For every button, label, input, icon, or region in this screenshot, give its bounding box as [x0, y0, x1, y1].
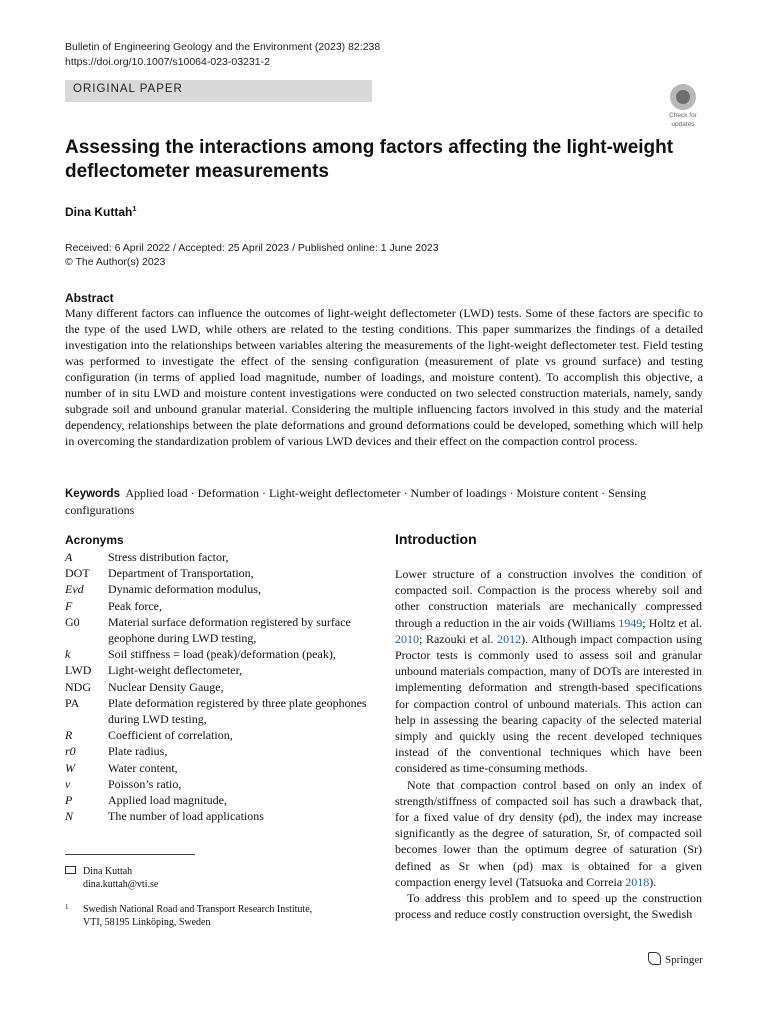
- acronym-term: PA: [65, 695, 80, 710]
- acronym-definition: Water content,: [108, 760, 178, 775]
- acronym-term: G0: [65, 614, 80, 629]
- acronym-term: LWD: [65, 663, 92, 678]
- acronym-row: [65, 760, 385, 776]
- acronym-row: [65, 598, 385, 614]
- acronym-row: [65, 695, 385, 727]
- corresponding-author-name: Dina Kuttah: [83, 866, 133, 877]
- citation-link[interactable]: 2010: [395, 631, 419, 646]
- acronym-definition: Peak force,: [108, 598, 162, 613]
- abstract-heading: Abstract: [65, 291, 114, 305]
- article-type-label: ORIGINAL PAPER: [73, 83, 183, 95]
- acronym-term: DOT: [65, 566, 90, 581]
- acronym-definition: Stress distribution factor,: [108, 550, 229, 564]
- check-updates-label-1: Check for: [669, 112, 697, 119]
- acronym-row: [65, 679, 385, 695]
- intro-text-run: Note that compaction control based on only an index of strength/stiffness of compacted soil has such a drawback that, for a fixed value of dry density (ρd), the index may increase significantly as the degree of saturation, Sr, of compacted soil becomes lower than the optimum degree of saturation (Sr) defined as Sr when (ρd) max is obtained for a given compaction energy level (Tatsuoka and Correia: [395, 777, 702, 889]
- introduction-heading: Introduction: [395, 531, 477, 547]
- acronym-term: W: [65, 760, 75, 775]
- citation-link[interactable]: 1949: [618, 615, 643, 630]
- acronym-row: [65, 662, 385, 678]
- acronym-term: R: [65, 728, 73, 743]
- acronym-term: A: [65, 550, 73, 564]
- affiliation-line: VTI, 58195 Linköping, Sweden: [83, 917, 211, 928]
- acronym-row: [65, 614, 385, 646]
- acronym-definition: Nuclear Density Gauge,: [108, 679, 224, 694]
- author-line: [65, 204, 137, 219]
- acronym-definition: Plate radius,: [108, 744, 168, 759]
- acronym-row: [65, 743, 385, 759]
- acronym-definition: The number of load applications: [108, 809, 264, 824]
- check-updates-label-2: updates: [671, 121, 695, 128]
- acronym-row: [65, 646, 385, 662]
- check-for-updates-badge[interactable]: [663, 84, 703, 128]
- acronyms-heading: Acronyms: [65, 533, 124, 547]
- article-type-band: [65, 80, 372, 102]
- intro-text-run: ).: [649, 874, 657, 889]
- publication-dates: [65, 241, 439, 269]
- keywords-label: Keywords: [65, 488, 120, 500]
- acronym-term: N: [65, 809, 74, 824]
- acronym-definition: Coefficient of correlation,: [108, 728, 233, 743]
- acronym-definition: Light-weight deflectometer,: [108, 663, 243, 678]
- acronym-row: [65, 792, 385, 808]
- introduction-text: [395, 566, 702, 922]
- footnote-divider: [65, 854, 195, 855]
- acronym-term: F: [65, 598, 73, 613]
- acronym-row: [65, 549, 385, 565]
- intro-text-run: ). Although impact compaction using Proctor tests is commonly used to assess soil and granular unbound materials compaction, many of DOTs are interested in implementing deformation and strength-based specifications for compaction control of unbound materials. This action can help in assessing the bearing capacity of the selected material simply and quickly using the recent developed techniques instead of the conventional techniques which have been considered as time-consuming methods.: [395, 631, 702, 776]
- citation-link[interactable]: 2012: [497, 631, 522, 646]
- intro-paragraph-3: To address this problem and to speed up the construction process and reduce costly construction oversight, the Swedish: [395, 891, 702, 922]
- affiliation: [65, 903, 312, 929]
- author-name[interactable]: Dina Kuttah: [65, 205, 133, 219]
- intro-text-run: ; Holtz et al.: [642, 615, 702, 630]
- acronym-row: [65, 776, 385, 792]
- citation-link[interactable]: 2018: [625, 874, 650, 889]
- publisher-logo: [648, 952, 703, 966]
- keywords: [65, 485, 703, 518]
- check-updates-icon: [670, 84, 696, 110]
- springer-horse-icon: [648, 952, 661, 965]
- intro-paragraph-1: [395, 566, 702, 777]
- doi-link[interactable]: https://doi.org/10.1007/s10064-023-03231-2: [65, 56, 270, 68]
- acronym-definition: Dynamic deformation modulus,: [108, 582, 261, 597]
- publisher-name: Springer: [665, 954, 703, 966]
- acronym-row: [65, 808, 385, 824]
- acronym-definition: Soil stiffness = load (peak)/deformation (peak),: [108, 647, 336, 662]
- acronym-term: k: [65, 647, 71, 662]
- acronym-term: NDG: [65, 679, 91, 694]
- acronym-definition: Department of Transportation,: [108, 566, 254, 581]
- envelope-icon: [65, 866, 76, 874]
- acronym-row: [65, 727, 385, 743]
- keywords-list: Applied load · Deformation · Light-weight deflectometer · Number of loadings · Moisture content · Sensing configurations: [65, 486, 647, 517]
- acronym-definition: Plate deformation registered by three plate geophones during LWD testing,: [108, 695, 367, 727]
- intro-text-run: ; Razouki et al.: [419, 631, 498, 646]
- acronym-term: r0: [65, 744, 76, 759]
- acronym-row: [65, 581, 385, 597]
- acronym-definition: Poisson’s ratio,: [108, 776, 182, 791]
- acronym-term: P: [65, 793, 73, 808]
- author-affiliation-marker: 1: [132, 204, 137, 213]
- corresponding-author: [65, 865, 158, 891]
- history-dates: Received: 6 April 2022 / Accepted: 25 April 2023 / Published online: 1 June 2023: [65, 242, 439, 254]
- affiliation-line: Swedish National Road and Transport Research Institute,: [83, 904, 313, 915]
- abstract-text: Many different factors can influence the outcomes of light-weight deflectometer (LWD) tests. Some of these factors are specific to the type of the used LWD, while others are related to the testing conditions. This paper summarizes the findings of a detailed investigation into the relationships between variables altering the measurements of the light-weight deflectometer test. Field testing was performed to investigate the effect of the sensing configuration (measurement of plate vs ground surface) and testing configuration (in terms of applied load magnitude, number of loadings, and moisture content). To accomplish this objective, a number of in situ LWD and moisture content investigations were conducted on two selected construction materials, namely, sandy subgrade soil and unbound granular material. Considering the multiple influencing factors involved in this study and the material dependency, relationships between the plate deformations and ground deformations could be developed, something which will help in overcoming the standardization problem of various LWD devices and their effect on the compaction control process.: [65, 306, 703, 448]
- affiliation-number: 1: [65, 903, 69, 911]
- intro-paragraph-2: [395, 777, 702, 890]
- intro-text-run: Lower structure of a construction involves the condition of compacted soil. Compaction is the process whereby soil and other construction materials are mechanically compressed through a reduction in the air voids (Williams: [395, 567, 702, 630]
- acronym-definition: Material surface deformation registered by surface geophone during LWD testing,: [108, 614, 351, 646]
- acronym-row: [65, 565, 385, 581]
- journal-citation: Bulletin of Engineering Geology and the Environment (2023) 82:238: [65, 41, 381, 53]
- journal-header: [65, 40, 380, 70]
- acronym-term: ν: [65, 776, 71, 791]
- acronym-term: Evd: [65, 582, 84, 597]
- copyright-line: © The Author(s) 2023: [65, 256, 166, 268]
- acronyms-list: [65, 549, 385, 824]
- article-title: Assessing the interactions among factors affecting the light-weight deflectometer measurements: [65, 137, 674, 182]
- acronym-definition: Applied load magnitude,: [108, 793, 227, 808]
- corresponding-author-email[interactable]: dina.kuttah@vti.se: [83, 879, 159, 890]
